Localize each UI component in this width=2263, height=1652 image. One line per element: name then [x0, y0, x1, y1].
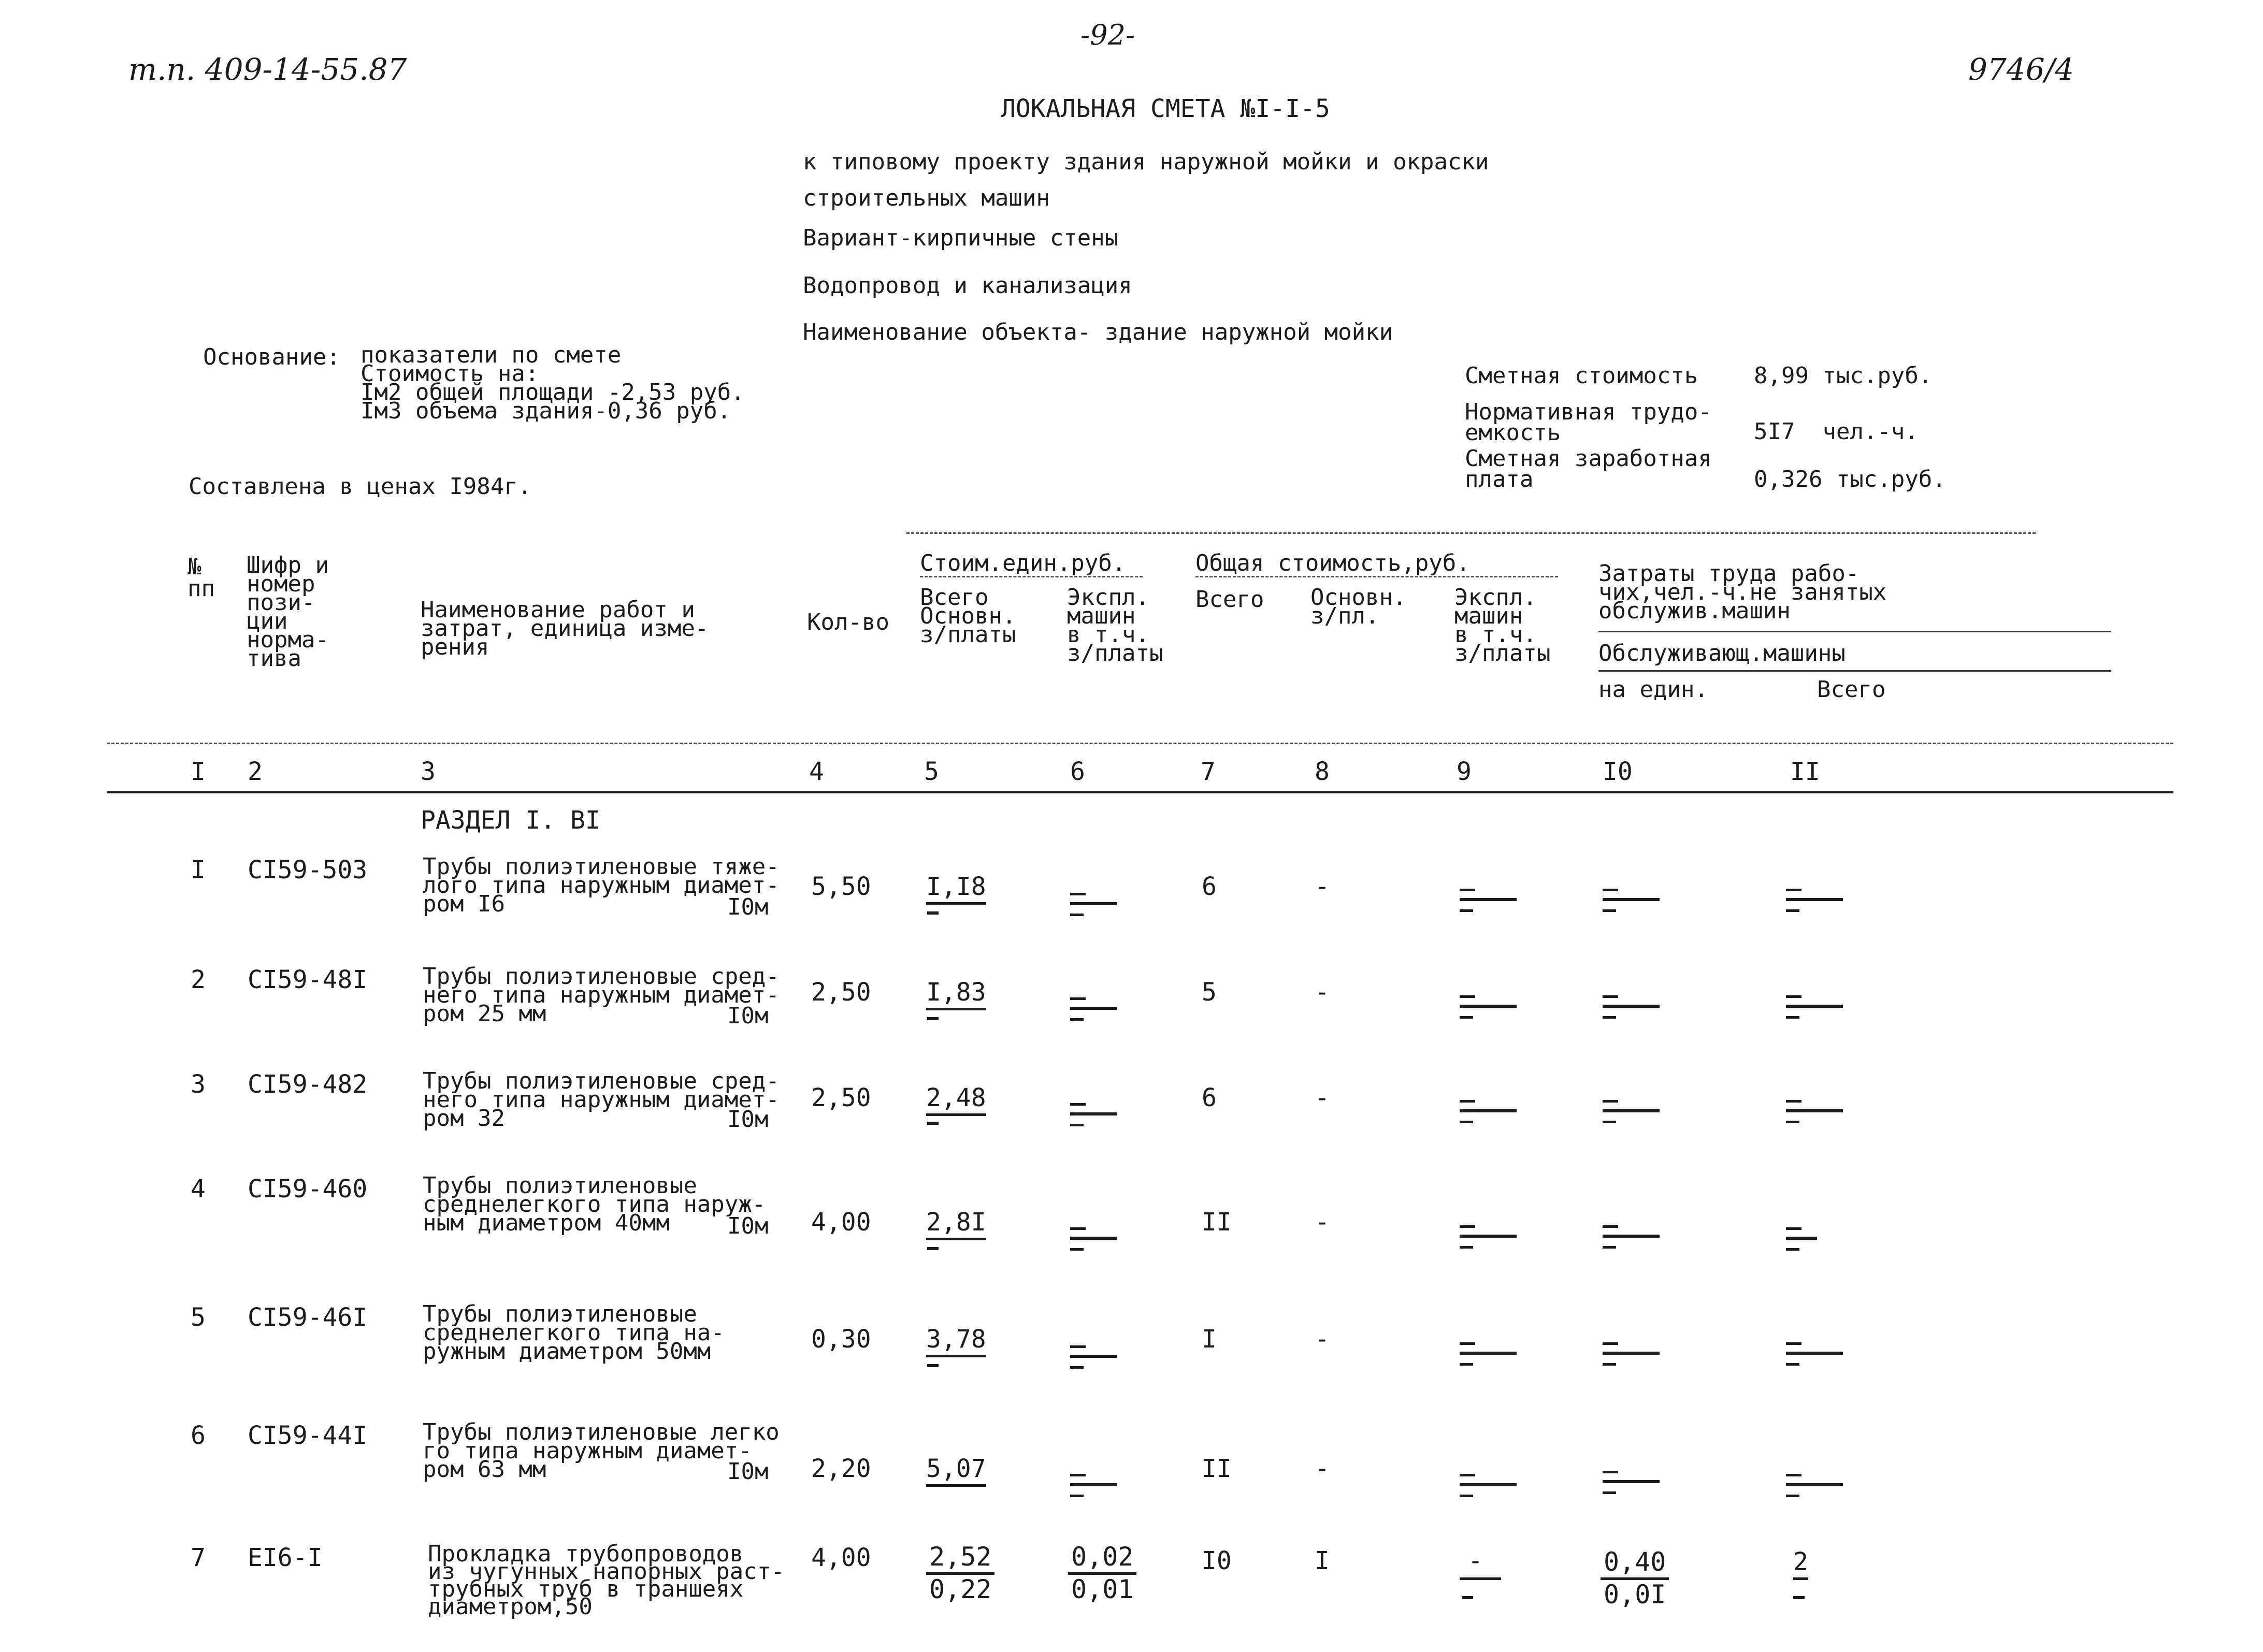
col-header-number: № пп — [188, 554, 215, 602]
labor-unit-value: 0,40 — [1601, 1548, 1669, 1580]
row-code: СI59-44I — [248, 1421, 368, 1450]
row-labor-total — [1793, 1549, 1808, 1574]
col-header-total: Всего — [1195, 586, 1264, 613]
empty-mark — [927, 1247, 939, 1250]
group-header-labor: Затраты труда рабо- чих,чел.-ч.не занятых обслужив.машин — [1598, 560, 1887, 624]
row-code: СI59-503 — [248, 856, 368, 885]
row-qty: 4,00 — [811, 1208, 871, 1237]
row-total: 6 — [1202, 872, 1217, 901]
row-labor-total-value: 2 — [1793, 1547, 1808, 1580]
row-code: СI59-48I — [248, 965, 368, 994]
unit-cost-total: 2,52 — [926, 1543, 994, 1575]
row-unit-cost — [926, 1085, 986, 1110]
group-total-rule — [1195, 576, 1558, 577]
group-labor-rule — [1598, 631, 2111, 632]
column-number: 8 — [1315, 757, 1330, 786]
basis-label: Основание: — [203, 344, 340, 370]
row-basic-wage: - — [1315, 1325, 1330, 1354]
row-name: Трубы полиэтиленовые тяже- лого типа наружным диамет- ром I6 — [423, 853, 780, 917]
unit-machines-total: 0,02 — [1068, 1543, 1136, 1575]
labor-sub-header: Обслуживающ.машины — [1598, 640, 1846, 666]
row-unit: I0м — [727, 894, 769, 920]
row-name: Трубы полиэтиленовые сред- него типа наружным диамет- ром 25 мм — [423, 963, 780, 1027]
col-header-unit-total: Всего Основн. з/платы — [920, 584, 1016, 648]
row-name: Трубы полиэтиленовые легко го типа наружным диамет- ром 63 мм — [423, 1419, 780, 1483]
col-header-labor-unit: на един. — [1598, 676, 1708, 703]
header-section-line: Водопровод и канализация — [803, 272, 1132, 299]
archive-number: 9746/4 — [1968, 52, 2074, 87]
fraction-bar — [1460, 1577, 1501, 1580]
row-number: 3 — [191, 1070, 206, 1099]
row-number: 2 — [191, 965, 206, 994]
row-number: I — [191, 856, 206, 885]
row-total: 6 — [1202, 1083, 1217, 1112]
row-name: Трубы полиэтиленовые сред- него типа наружным диамет- ром 32 — [423, 1068, 780, 1132]
row-code: ЕI6-I — [248, 1543, 323, 1572]
prices-note: Составлена в ценах I984г. — [189, 473, 532, 500]
row-unit-cost-value: 2,48 — [926, 1083, 986, 1116]
row-unit: I0м — [727, 1106, 769, 1133]
empty-mark — [927, 911, 939, 915]
header-variant-line: Вариант-кирпичные стены — [803, 225, 1119, 251]
row-unit: I0м — [727, 1458, 769, 1485]
group-unit-rule — [920, 576, 1143, 577]
row-unit-machines-fraction — [1068, 1543, 1136, 1603]
row-name: Трубы полиэтиленовые среднелегкого типа наруж- ным диаметром 40мм — [423, 1172, 766, 1236]
row-basic-wage: I — [1315, 1546, 1330, 1575]
row-qty: 5,50 — [811, 872, 871, 901]
summary-label-labor: Нормативная трудо- емкость — [1465, 399, 1712, 446]
column-number: 3 — [421, 757, 436, 786]
column-numbers-bottom-rule — [107, 791, 2173, 793]
row-unit-cost-fraction — [926, 1543, 994, 1603]
row-code: СI59-46I — [248, 1303, 368, 1332]
group-header-total-cost: Общая стоимость,руб. — [1195, 550, 1470, 576]
row-basic-wage: - — [1315, 1083, 1330, 1112]
section-title: РАЗДЕЛ I. ВI — [421, 806, 600, 835]
basis-text: показатели по смете Стоимость на: Iм2 общей площади -2,53 руб. Iм3 объема здания-0,36 руб. — [361, 342, 745, 424]
row-unit-cost — [926, 980, 986, 1005]
row-basic-wage: - — [1315, 1454, 1330, 1483]
column-number: 9 — [1457, 757, 1472, 786]
row-qty: 4,00 — [811, 1543, 871, 1572]
empty-mark — [927, 1017, 939, 1020]
row-qty: 2,50 — [811, 1083, 871, 1112]
row-basic-wage: - — [1315, 872, 1330, 901]
row-basic-wage: - — [1315, 1208, 1330, 1237]
document-title: ЛОКАЛЬНАЯ СМЕТА №I-I-5 — [1001, 94, 1330, 123]
row-total: II — [1202, 1208, 1232, 1237]
row-unit-cost-value: 3,78 — [926, 1325, 986, 1357]
row-number: 6 — [191, 1421, 206, 1450]
row-unit-cost-value: 5,07 — [926, 1454, 986, 1487]
empty-mark — [1462, 1596, 1473, 1599]
row-unit-cost — [926, 1210, 986, 1235]
row-labor-unit-fraction — [1601, 1548, 1669, 1608]
page-number: -92- — [1080, 19, 1135, 51]
summary-value-wage: 0,326 тыс.руб. — [1754, 466, 1946, 492]
row-code: СI59-482 — [248, 1070, 368, 1099]
row-unit-cost — [926, 1327, 986, 1352]
row-code: СI59-460 — [248, 1175, 368, 1204]
row-basic-wage: - — [1315, 978, 1330, 1007]
row-qty: 2,50 — [811, 978, 871, 1007]
summary-value-labor: 5I7 чел.-ч. — [1754, 418, 1919, 445]
header-object-line: Наименование объекта- здание наружной мойки — [803, 319, 1393, 345]
row-total: II — [1202, 1454, 1232, 1483]
row-number: 7 — [191, 1543, 206, 1572]
row-name: Прокладка трубопроводов из чугунных напорных раст- трубных труб в траншеях диаметром,50 — [428, 1541, 785, 1620]
row-qty: 2,20 — [811, 1454, 871, 1483]
col-header-name: Наименование работ и затрат, единица изме- рения — [421, 597, 709, 660]
labor-unit-machines: 0,0I — [1604, 1579, 1666, 1610]
col-header-unit-machines: Экспл. машин в т.ч. з/платы — [1067, 584, 1163, 666]
column-number: 4 — [809, 757, 824, 786]
group-header-unit-cost: Стоим.един.руб. — [920, 550, 1126, 576]
header-top-rule — [906, 532, 2036, 534]
unit-machines-wage: 0,01 — [1071, 1574, 1134, 1604]
row-number: 4 — [191, 1175, 206, 1204]
row-qty: 0,30 — [811, 1325, 871, 1354]
labor-sub-rule — [1598, 670, 2111, 672]
empty-mark — [1793, 1596, 1805, 1599]
empty-mark — [927, 1364, 939, 1367]
row-total: I0 — [1202, 1546, 1232, 1575]
row-unit-cost — [926, 874, 986, 899]
column-number: I0 — [1603, 757, 1633, 786]
column-number: I — [191, 757, 206, 786]
column-number: 5 — [924, 757, 939, 786]
column-number: 2 — [248, 757, 263, 786]
project-number: т.п. 409-14-55.87 — [128, 52, 407, 87]
summary-value-cost: 8,99 тыс.руб. — [1754, 363, 1933, 389]
col-header-code: Шифр и номер пози- ции норма- тива — [247, 552, 329, 672]
row-machines-total: - — [1468, 1546, 1483, 1575]
row-total: I — [1202, 1325, 1217, 1354]
row-number: 5 — [191, 1303, 206, 1332]
column-numbers-top-rule — [107, 743, 2173, 744]
row-unit-cost-value: 2,8I — [926, 1208, 986, 1240]
summary-label-wage: Сметная заработная плата — [1465, 445, 1712, 492]
row-unit-cost — [926, 1456, 986, 1481]
row-name: Трубы полиэтиленовые среднелегкого типа на- ружным диаметром 50мм — [423, 1301, 725, 1365]
row-unit: I0м — [727, 1003, 769, 1029]
summary-label-cost: Сметная стоимость — [1465, 363, 1698, 389]
row-unit-cost-value: I,I8 — [926, 872, 986, 905]
col-header-total-machines: Экспл. машин в т.ч. з/платы — [1454, 584, 1551, 666]
row-total: 5 — [1202, 978, 1217, 1007]
empty-mark — [927, 1122, 939, 1125]
row-unit-cost-value: I,83 — [926, 978, 986, 1010]
row-unit: I0м — [727, 1213, 769, 1239]
col-header-labor-total: Всего — [1817, 676, 1886, 703]
column-number: 7 — [1201, 757, 1216, 786]
header-project-line: к типовому проекту здания наружной мойки и окраски строительных машин — [803, 149, 1489, 211]
col-header-total-basic: Основн. з/пл. — [1310, 584, 1407, 629]
unit-cost-wage: 0,22 — [929, 1574, 992, 1604]
column-number: 6 — [1070, 757, 1085, 786]
column-number: II — [1790, 757, 1820, 786]
col-header-qty: Кол-во — [807, 609, 889, 635]
